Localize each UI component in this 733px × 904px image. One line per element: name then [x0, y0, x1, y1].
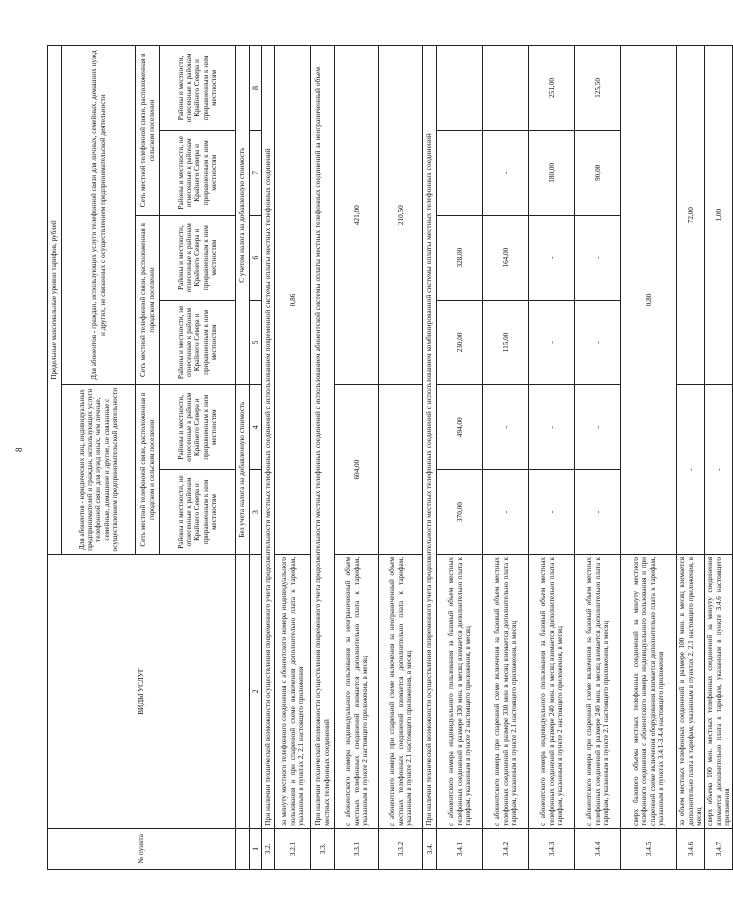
tariff-value: -: [529, 470, 575, 555]
table-row: [529, 46, 575, 870]
tariff-value: -: [529, 385, 575, 470]
tariff-value: 230,00: [437, 300, 483, 385]
header-services: ВИДЫ УСЛУГ: [48, 554, 236, 828]
tariff-value: -: [575, 470, 621, 555]
header-area-not-north: Районы и местности, не отнесенные к районам Крайнего Севера и приравненным к ним местностям: [160, 130, 236, 215]
service-description: сверх объема 100 мин. местных телефонных соединений за минуту соединения взимается дополнительно плата к тарифам, указанным в пункте 3.4.6 настоящего приложения: [705, 554, 733, 828]
tariff-value: -: [483, 385, 529, 470]
service-description: сверх базового объема местных телефонных соединений за минуту местного телефонного соединения с абонентского номера индивидуального пользования и при спаренной схеме включения оборудования взимается дополнительно плата к тарифам, указанным в пунктах 3.4.1-3.4.4 настоящего приложения: [621, 554, 677, 828]
row-number: 3.4.1: [437, 828, 483, 869]
header-area-not-north: Районы и местности, не отнесенные к районам Крайнего Севера и приравненным к ним местностям: [160, 300, 236, 385]
tariff-value: 494,00: [437, 385, 483, 470]
row-number: 3.4.: [423, 828, 437, 869]
tariff-value: -: [483, 470, 529, 555]
tariff-value: 421,00: [335, 46, 379, 385]
service-description: с абонентского номера при спаренной схеме включения за базовый объем местных телефонных соединений в размере 240 мин. в месяц взимается дополнительно плата к тарифам, указанным в пункте 2.1 настоящего приложения, в месяц: [575, 554, 621, 828]
service-description: с абонентского номера при спаренной схеме включения за неограниченный объем местных телефонных соединений взимается дополнительно плата к тарифам, указанным в пункте 2.1 настоящего приложения, в месяц: [379, 554, 423, 828]
row-number: 3.4.2: [483, 828, 529, 869]
row-number: 3.4.5: [621, 828, 677, 869]
section-heading: При наличии технической возможности осуществления повременного учета продолжительности местных телефонных соединений с использованием повременной системы оплаты местных телефонных соединений: [262, 46, 275, 829]
table-row: [335, 46, 379, 870]
table-row: [275, 46, 311, 870]
tariff-value: -: [575, 385, 621, 470]
tariff-value: -: [575, 300, 621, 385]
tariff-value: 370,00: [437, 470, 483, 555]
tariff-value: 604,00: [335, 385, 379, 555]
header-vat-included: С учетом налога на добавленную стоимость: [236, 46, 250, 385]
tariff-value: 180,00: [529, 130, 575, 215]
column-number: 6: [250, 215, 262, 300]
service-description: с абонентского номера индивидуального пользования за базовый объем местных телефонных соединений в размере 240 мин. в месяц взимается дополнительно плата к тарифам, указанным в пункте 2 настоящего приложения, в месяц: [529, 554, 575, 828]
row-number: 3.3.: [311, 828, 335, 869]
row-number: 3.4.3: [529, 828, 575, 869]
tariff-table: [47, 45, 733, 870]
tariff-value: -: [483, 130, 529, 215]
tariff-value: -: [705, 385, 733, 555]
table-row: [677, 46, 705, 870]
table-row: [575, 46, 621, 870]
header-tariff-title: Предельные максимальные уровни тарифов, рублей: [48, 46, 62, 555]
row-number: 3.4.6: [677, 828, 705, 869]
header-area-north: Районы и местности, отнесенные к районам Крайнего Севера и приравненным к ним местностям: [160, 385, 236, 470]
column-number: 7: [250, 130, 262, 215]
column-number: 1: [250, 828, 262, 869]
tariff-value: 1,00: [705, 46, 733, 385]
tariff-value: 90,00: [575, 130, 621, 215]
row-number: 3.3.1: [335, 828, 379, 869]
tariff-value: -: [677, 385, 705, 555]
header-network-city-rural: Сеть местной телефонной связи, расположенная в городском и сельском поселении: [136, 385, 160, 555]
table-row: [437, 46, 483, 870]
service-description: с абонентского номера индивидуального пользования за базовый объем местных телефонных соединений в размере 330 мин. в месяц взимается дополнительно плата к тарифам, указанным в пункте 2 настоящего приложения, в месяц: [437, 554, 483, 828]
table-row: [379, 46, 423, 870]
section-heading: При наличии технической возможности осуществления повременного учета продолжительности местных телефонных соединений с использованием комбинированной системы оплаты местных телефонных соединений: [423, 46, 437, 829]
service-description: за объем местных телефонных соединений в размере 100 мин. в месяц взимается дополнительно плата к тарифам, указанным в пунктах 2, 2.1 настоящего приложения, в месяц: [677, 554, 705, 828]
row-number: 3.4.7: [705, 828, 733, 869]
column-number: 5: [250, 300, 262, 385]
rotated-tariff-table-page: [47, 45, 731, 870]
column-number: 2: [250, 554, 262, 828]
row-number: 3.2.1: [275, 828, 311, 869]
tariff-value: -: [575, 215, 621, 300]
section-heading: При наличии технической возможности осуществления повременного учета продолжительности местных телефонных соединений с использованием абонентской системы оплаты местных телефонных соединений за неограниченный объем местных телефонных соединений: [311, 46, 335, 829]
table-row: [621, 46, 677, 870]
header-network-rural: Сеть местной телефонной связи, расположенная в сельском поселении: [136, 46, 160, 216]
service-description: за минуту местного телефонного соединения с абонентского номера индивидуального пользования и при спаренной схеме включения дополнительно плата к тарифам, указанным в пунктах 2, 2.1 настоящего приложения: [275, 554, 311, 828]
tariff-value: 210,50: [379, 46, 423, 385]
header-individuals: Для абонентов - граждан, использующих услуги телефонной связи для личных, семейных, домашних нужд и других, не связанных с осуществлением предпринимательской деятельности: [62, 46, 136, 385]
page-number: 8: [14, 447, 24, 452]
tariff-value: 164,00: [483, 215, 529, 300]
header-legal-entities: Для абонентов - юридических лиц, индивидуальных предпринимателей и граждан, использующих услуги телефонной связи для нужд иных, чем личные, семейные, домашние и другие, не связанные с осуществлением предпринимательской деятельности: [62, 385, 136, 555]
row-number: 3.3.2: [379, 828, 423, 869]
table-row: [483, 46, 529, 870]
column-number-row: [250, 46, 262, 870]
row-number: 3.2.: [262, 828, 275, 869]
tariff-value: -: [529, 300, 575, 385]
header-area-north: Районы и местности, отнесенные к районам Крайнего Севера и приравненным к ним местностям: [160, 46, 236, 131]
header-area-north: Районы и местности, отнесенные к районам Крайнего Севера и приравненным к ним местностям: [160, 215, 236, 300]
service-description: с абонентского номера при спаренной схеме включения за базовый объем местных телефонных соединений в размере 330 мин в месяц взимается дополнительно плата к тарифам, указанным в пункте 2.1 настоящего приложения, в месяц: [483, 554, 529, 828]
column-number: 4: [250, 385, 262, 470]
table-row: [705, 46, 733, 870]
column-number: 3: [250, 470, 262, 555]
tariff-value: 115,00: [483, 300, 529, 385]
row-number: 3.4.4: [575, 828, 621, 869]
tariff-value: 0,86: [275, 46, 311, 555]
header-area-not-north: Районы и местности, не отнесенные к районам Крайнего Севера и приравненным к ним местностям: [160, 470, 236, 555]
service-description: с абонентского номера индивидуального пользования за неограниченный объем местных телефонных соединений взимается дополнительно плата к тарифам, указанным в пункте 2 настоящего приложения, в месяц: [335, 554, 379, 828]
header-item-number: № пункта: [48, 828, 236, 869]
column-number: 8: [250, 46, 262, 131]
tariff-value: 251,00: [529, 46, 575, 131]
header-vat-excluded: Без учета налога на добавленную стоимость: [236, 385, 250, 555]
tariff-value: -: [529, 215, 575, 300]
tariff-value: 72,00: [677, 46, 705, 385]
tariff-value: 125,50: [575, 46, 621, 131]
header-network-city: Сеть местной телефонной связи, расположенная в городском поселении: [136, 215, 160, 385]
tariff-value: 328,00: [437, 215, 483, 300]
tariff-value: 0,80: [621, 46, 677, 555]
